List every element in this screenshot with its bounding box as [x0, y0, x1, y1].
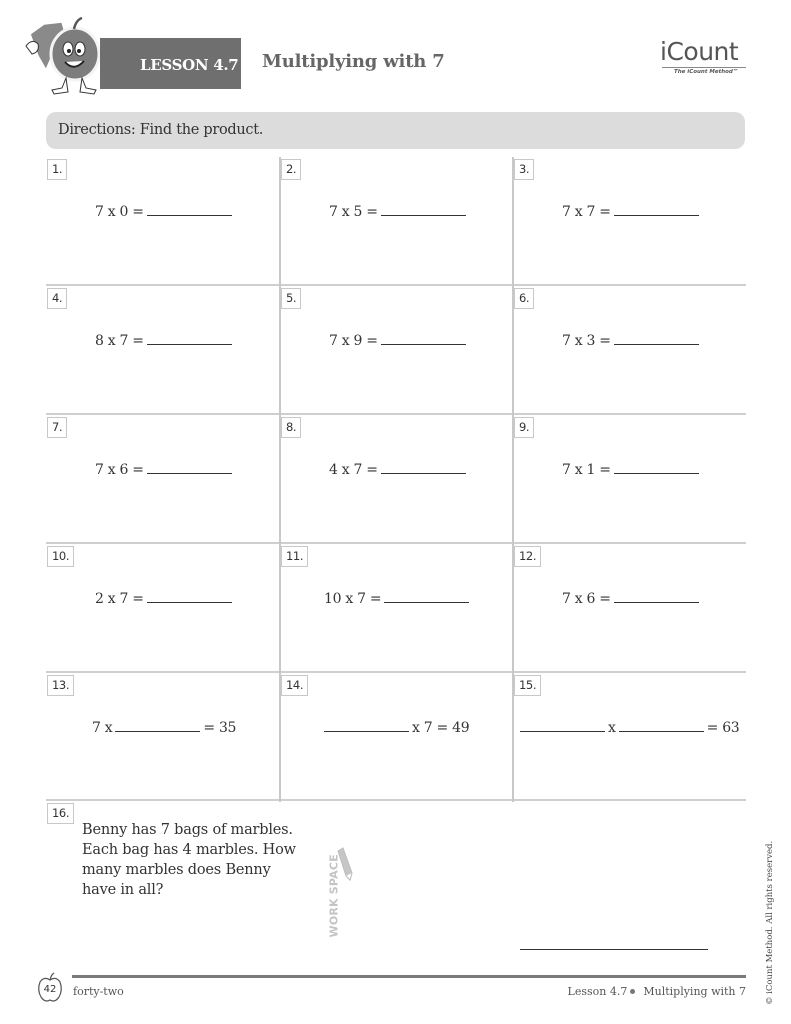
problem-expression: [281, 460, 512, 478]
problem-number: 2.: [281, 159, 301, 180]
word-problem-section: [46, 801, 746, 961]
problem-cell: [46, 286, 279, 415]
directions-bar: [46, 112, 745, 149]
directions-text: Directions: Find the product.: [58, 122, 264, 138]
answer-blank[interactable]: [115, 718, 200, 732]
problem-expression: [46, 718, 279, 736]
answer-blank[interactable]: [619, 718, 704, 732]
answer-blank[interactable]: [324, 718, 409, 732]
problem-number: 12.: [514, 546, 541, 567]
brand-tagline: The iCount Method™: [674, 69, 739, 75]
work-space[interactable]: [316, 845, 356, 937]
problem-text: 7 x 7 =: [562, 204, 611, 220]
problem-expression: [281, 202, 512, 220]
apple-bullet-icon: [630, 989, 635, 994]
problem-text: 4 x 7 =: [329, 462, 378, 478]
problem-cell: [512, 415, 745, 544]
problem-number: 7.: [47, 417, 67, 438]
problem-cell: [46, 673, 279, 802]
problem-cell: [46, 157, 279, 286]
answer-blank[interactable]: [381, 202, 466, 216]
problem-expression: [514, 460, 745, 478]
problem-cell: [279, 286, 512, 415]
problem-text: 7 x 6 =: [562, 591, 611, 607]
problem-number: 9.: [514, 417, 534, 438]
footer-lesson: [568, 985, 746, 998]
problem-number: 15.: [514, 675, 541, 696]
problem-expression: [46, 589, 279, 607]
problem-suffix: x 7 = 49: [412, 720, 470, 736]
problem-number: 11.: [281, 546, 308, 567]
problem-text: 10 x 7 =: [324, 591, 382, 607]
problem-number: 14.: [281, 675, 308, 696]
brand-rule: [662, 67, 746, 68]
problem-operator: x: [608, 720, 616, 736]
problem-expression: [514, 202, 745, 220]
footer-divider: [72, 975, 746, 978]
answer-blank[interactable]: [147, 331, 232, 345]
page-title: Multiplying with 7: [262, 51, 445, 72]
answer-blank[interactable]: [520, 718, 605, 732]
problem-expression: [514, 589, 745, 607]
problem-expression: [514, 331, 745, 349]
problem-suffix: = 63: [706, 720, 740, 736]
problem-text: 7 x 9 =: [329, 333, 378, 349]
workspace-label: WORK SPACE: [327, 854, 341, 938]
problem-number: 16.: [47, 803, 74, 824]
problem-expression: [514, 718, 745, 736]
problem-expression: [281, 331, 512, 349]
problem-expression: [46, 331, 279, 349]
page-number: 42: [43, 984, 57, 995]
problem-number: 6.: [514, 288, 534, 309]
answer-blank[interactable]: [147, 589, 232, 603]
problem-number: 8.: [281, 417, 301, 438]
problem-cell: [46, 544, 279, 673]
problem-text: 7 x 5 =: [329, 204, 378, 220]
answer-blank[interactable]: [381, 331, 466, 345]
problem-number: 10.: [47, 546, 74, 567]
problem-number: 5.: [281, 288, 301, 309]
problem-expression: [46, 202, 279, 220]
problem-number: 3.: [514, 159, 534, 180]
problem-number: 4.: [47, 288, 67, 309]
answer-line[interactable]: [520, 949, 708, 950]
problem-suffix: = 35: [203, 720, 237, 736]
problem-cell: [279, 673, 512, 802]
answer-blank[interactable]: [147, 202, 232, 216]
answer-blank[interactable]: [614, 202, 699, 216]
page-number-words: forty-two: [73, 985, 124, 998]
problem-number: 13.: [47, 675, 74, 696]
lesson-label: LESSON 4.7: [140, 56, 239, 74]
problem-cell: [279, 544, 512, 673]
problem-text: 7 x 1 =: [562, 462, 611, 478]
footer-lesson-title: Multiplying with 7: [643, 985, 746, 998]
pencil-icon: [334, 847, 354, 883]
word-problem-text: Benny has 7 bags of marbles. Each bag has 4 marbles. How many marbles does Benny have in all?: [82, 822, 296, 898]
problem-text: 7 x 0 =: [95, 204, 144, 220]
problem-expression: [281, 589, 512, 607]
problem-cell: [512, 673, 745, 802]
problem-text: 2 x 7 =: [95, 591, 144, 607]
answer-blank[interactable]: [614, 589, 699, 603]
problem-number: 1.: [47, 159, 67, 180]
problem-cell: [279, 415, 512, 544]
copyright: © iCount Method. All rights reserved.: [765, 840, 775, 1005]
problem-cell: [512, 544, 745, 673]
answer-blank[interactable]: [381, 460, 466, 474]
problem-text: 8 x 7 =: [95, 333, 144, 349]
brand-logo: [660, 38, 750, 80]
answer-blank[interactable]: [614, 331, 699, 345]
problem-text: 7 x 6 =: [95, 462, 144, 478]
problem-expression: [46, 460, 279, 478]
brand-name: iCount: [660, 37, 739, 66]
answer-blank[interactable]: [384, 589, 469, 603]
footer-lesson-label: Lesson 4.7: [567, 985, 628, 998]
problem-cell: [46, 415, 279, 544]
problem-cell: [512, 157, 745, 286]
problem-expression: [281, 718, 512, 736]
answer-blank[interactable]: [614, 460, 699, 474]
answer-blank[interactable]: [147, 460, 232, 474]
problem-text: 7 x 3 =: [562, 333, 611, 349]
problem-cell: [279, 157, 512, 286]
problem-cell: [512, 286, 745, 415]
problem-prefix: 7 x: [92, 720, 113, 736]
